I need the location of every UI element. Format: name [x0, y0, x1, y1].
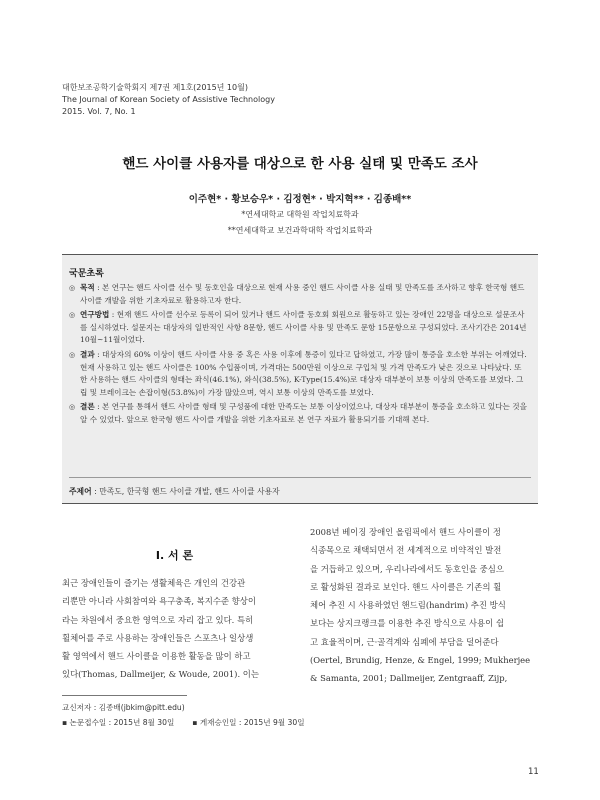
body-line: 을 거듭하고 있으며, 우리나라에서도 동호인을 중심으 — [310, 563, 504, 574]
submission-dates — [62, 715, 305, 730]
paper-title: 핸드 사이클 사용자를 대상으로 한 사용 실태 및 만족도 조사 — [122, 156, 478, 172]
abstract-box — [62, 254, 538, 504]
abstract-item-text: : 현재 핸드 사이클 선수로 등록이 되어 있거나 핸드 사이클 동호회 회원으로 활동하고 있는 장애인 22명을 대상으로 설문조사를 실시하였다. 설문지는 대상자의 일반적인 사항 8문항, 핸드 사이클 사용 및 만족도 문항 15문항으로 구성되었다. 조사기간은 2014년 10월~11월이었다. — [80, 310, 527, 345]
abstract-item-text: : 본 연구는 핸드 사이클 선수 및 동호인을 대상으로 현재 사용 중인 핸드 사이클 사용 실태 및 만족도를 조사하고 향후 한국형 핸드 사이클 개발을 위한 기초자료로 활용하고자 한다. — [80, 283, 525, 305]
abstract-item-label: 결론 — [80, 402, 95, 412]
journal-volume: 2015. Vol. 7, No. 1 — [62, 107, 136, 116]
journal-name-english: The Journal of Korean Society of Assistive Technology — [62, 95, 275, 104]
body-line: 리뿐만 아니라 사회참여와 욕구충족, 복지수준 향상이 — [62, 596, 256, 607]
body-line: 보다는 상지크랭크를 이용한 추진 방식으로 사용이 쉽 — [310, 618, 504, 629]
abstract-items — [69, 282, 527, 429]
body-line: 고 효율적이며, 근·골격계와 심폐에 부담을 덜어준다 — [310, 636, 499, 647]
accepted-date: ▪ 게재승인일 : 2015년 9월 30일 — [192, 718, 305, 727]
body-line: & Samanta, 2001; Dallmeijer, Zentgraaff, Zijp, — [310, 673, 508, 684]
body-column-left — [62, 574, 290, 684]
abstract-item-label: 결과 — [80, 349, 95, 359]
abstract-divider — [69, 477, 531, 478]
abstract-item-results — [69, 349, 527, 399]
abstract-item-text: : 대상자의 60% 이상이 핸드 사이클 사용 중 혹은 사용 이후에 통증이 있다고 답하였고, 가장 많이 통증을 호소한 부위는 어깨였다. 현재 사용하고 있는 핸드 사이클은 100% 수입품이며, 가격대는 500만원 이상으로 구입처 및 가격 만족도가 낮은 것으로 나타났다. 또한 사용하는 핸드 사이클의 형태는 좌식(46.1%), 와식(38.5%), K-Type(15.4%)로 대상자 대부분이 보통 이상의 만족도를 보였다. 그립 및 브레이크는 손잡이형(53.8%)이 가장 많았으며, 역시 보통 이상의 만족도를 보였다. — [80, 349, 527, 397]
abstract-item-label: 목적 — [80, 283, 95, 292]
abstract-item-purpose — [69, 282, 527, 307]
body-line: 로 활성화된 결과로 보인다. 핸드 사이클은 기존의 휠 — [310, 581, 502, 592]
author-list: 이주현* · 황보승우* · 김정현* · 박지혁** · 김종배** — [188, 194, 412, 205]
journal-name-korean: 대한보조공학기술학회지 제7권 제1호(2015년 10월) — [62, 83, 248, 92]
body-line: (Oertel, Brundig, Henze, & Engel, 1999; Mukherjee — [310, 655, 531, 666]
affiliation-1: *연세대학교 대학원 작업치료학과 — [241, 210, 359, 219]
abstract-item-text: : 본 연구를 통해서 핸드 사이클 형태 및 구성품에 대한 만족도는 보통 이상이었으나, 대상자 대부분이 통증을 호소하고 있다는 것을 알 수 있었다. 앞으로 한국형 핸드 사이클 개발을 위한 기초자료로 본 연구 자료가 활용되기를 기대해 본다. — [80, 402, 527, 424]
body-line: 체어 추진 시 사용하였던 핸드림(handrim) 추진 방식 — [310, 600, 506, 611]
corresponding-author: 교신저자 : 김종배(jbkim@pitt.edu) — [62, 703, 185, 712]
abstract-item-label: 연구방법 — [80, 310, 110, 320]
body-line: 라는 차원에서 중요한 영역으로 자리 잡고 있다. 특히 — [62, 614, 254, 625]
circle-bullet-icon: ◎ — [69, 403, 76, 412]
footnote-divider — [62, 695, 187, 696]
keywords-text: : 만족도, 한국형 핸드 사이클 개발, 핸드 사이클 사용자 — [91, 487, 280, 496]
page-number: 11 — [528, 767, 539, 777]
circle-bullet-icon: ◎ — [69, 311, 76, 320]
circle-bullet-icon: ◎ — [69, 284, 76, 292]
received-date: ▪ 논문접수일 : 2015년 8월 30일 — [62, 718, 175, 727]
body-line: 있다(Thomas, Dallmeijer, & Woude, 2001). 이는 — [62, 669, 259, 680]
keywords — [69, 486, 280, 497]
body-line: 2008년 베이징 장애인 올림픽에서 핸드 사이클이 정 — [310, 527, 502, 537]
abstract-heading: 국문초록 — [69, 269, 104, 279]
keywords-label: 주제어 — [69, 487, 92, 496]
body-line: 최근 장애인들이 즐기는 생활체육은 개인의 건강관 — [62, 578, 246, 588]
circle-bullet-icon: ◎ — [69, 350, 76, 359]
footnotes — [62, 700, 305, 730]
section-heading-introduction: Ⅰ. 서 론 — [155, 549, 194, 562]
abstract-item-conclusion — [69, 401, 527, 426]
journal-header — [62, 82, 275, 118]
body-line: 활 영역에서 핸드 사이클을 이용한 활동을 많이 하고 — [62, 651, 251, 662]
abstract-item-methods — [69, 309, 527, 347]
body-line: 휠체어를 주로 사용하는 장애인들은 스포츠나 일상생 — [62, 632, 254, 643]
affiliation-2: **연세대학교 보건과학대학 작업치료학과 — [227, 226, 373, 235]
body-line: 식종목으로 채택되면서 전 세계적으로 비약적인 발전 — [310, 545, 502, 556]
body-column-right — [310, 523, 538, 688]
